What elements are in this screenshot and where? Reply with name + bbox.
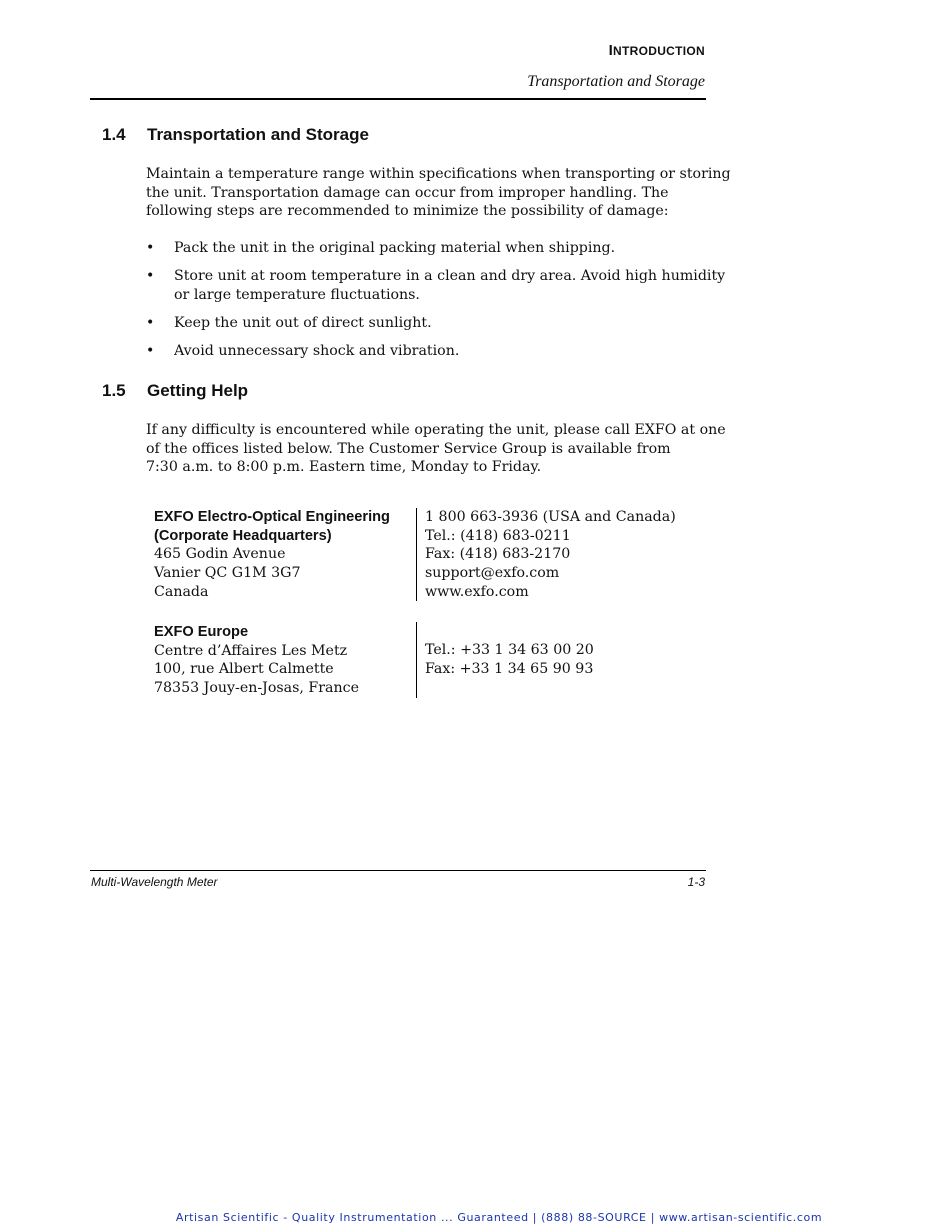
bullet-marker: • — [146, 315, 155, 331]
paragraph-line: following steps are recommended to minimize the possibility of damage: — [146, 203, 669, 220]
section-1-4-intro — [146, 165, 731, 221]
contact-divider — [416, 508, 417, 601]
contact-divider — [416, 622, 417, 698]
contact-line: support@exfo.com — [425, 565, 560, 582]
list-item-text: Keep the unit out of direct sunlight. — [174, 315, 432, 331]
contact-line: www.exfo.com — [425, 583, 529, 600]
contact-line: Fax: +33 1 34 65 90 93 — [425, 660, 594, 677]
list-item-text: Store unit at room temperature in a clean and dry area. Avoid high humidity — [174, 268, 726, 284]
bullet-list — [146, 239, 726, 364]
paragraph-line: the unit. Transportation damage can occur from improper handling. The — [146, 184, 669, 201]
office-name: EXFO Electro-Optical Engineering — [154, 509, 390, 525]
contact-line: Fax: (418) 683-2170 — [425, 546, 571, 563]
office-name: (Corporate Headquarters) — [154, 527, 332, 544]
section-title: Getting Help — [147, 381, 249, 400]
page-number: 1-3 — [687, 875, 705, 889]
running-header-subtitle: Transportation and Storage — [527, 73, 705, 90]
paragraph-line: 7:30 a.m. to 8:00 p.m. Eastern time, Monday to Friday. — [146, 459, 542, 476]
footer-rule — [90, 870, 706, 871]
list-item-text: Avoid unnecessary shock and vibration. — [174, 343, 460, 359]
contact-line: Tel.: (418) 683-0211 — [425, 527, 571, 544]
section-rest: NTRODUCTION — [613, 44, 705, 58]
office-hq-contacts — [425, 508, 705, 602]
section-number: 1.5 — [102, 381, 126, 400]
bullet-marker: • — [146, 240, 155, 256]
paragraph-line: of the offices listed below. The Customer Service Group is available from — [146, 440, 671, 457]
section-number: 1.4 — [102, 125, 126, 144]
address-line: Canada — [154, 583, 209, 600]
contact-line: Tel.: +33 1 34 63 00 20 — [425, 642, 594, 658]
header-rule — [90, 98, 706, 100]
section-1-5-intro — [146, 421, 726, 477]
address-line: Vanier QC G1M 3G7 — [154, 565, 301, 582]
vendor-banner: Artisan Scientific - Quality Instrumentation ... Guaranteed | (888) 88-SOURCE | www.artisan-scientific.com — [175, 1211, 823, 1224]
office-name: EXFO Europe — [154, 624, 249, 640]
address-line: Centre d’Affaires Les Metz — [154, 642, 348, 659]
footer-title: Multi-Wavelength Meter — [91, 875, 218, 889]
bullet-marker: • — [146, 343, 155, 359]
address-line: 78353 Jouy-en-Josas, France — [154, 680, 359, 697]
bullet-marker: • — [146, 268, 155, 284]
running-header-section — [609, 42, 705, 59]
contact-line: 1 800 663-3936 (USA and Canada) — [425, 509, 676, 525]
paragraph-line: Maintain a temperature range within specifications when transporting or storing — [146, 166, 731, 182]
address-line: 100, rue Albert Calmette — [154, 661, 334, 678]
office-hq-address — [154, 508, 409, 602]
office-europe-address — [154, 623, 409, 698]
paragraph-line: If any difficulty is encountered while operating the unit, please call EXFO at one — [146, 422, 726, 438]
office-europe-contacts — [425, 641, 705, 678]
section-heading-1-5 — [102, 381, 702, 403]
address-line: 465 Godin Avenue — [154, 546, 286, 563]
list-item-text: or large temperature fluctuations. — [174, 286, 420, 303]
list-item-text: Pack the unit in the original packing material when shipping. — [174, 240, 616, 256]
section-title: Transportation and Storage — [147, 125, 369, 144]
section-initial: I — [608, 42, 614, 59]
section-heading-1-4 — [102, 125, 702, 147]
